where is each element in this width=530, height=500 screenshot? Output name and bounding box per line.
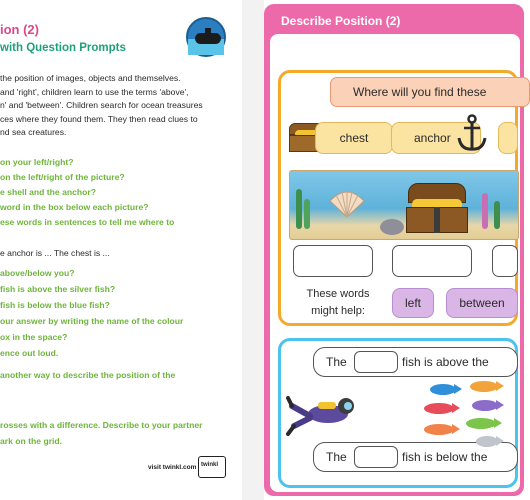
answer-box-3[interactable] [492,245,518,277]
fish-icon [466,418,496,429]
twinkl-logo-text: twinkl [201,462,219,468]
diver-icon [288,384,358,440]
page-subtitle: with Question Prompts [0,42,126,54]
word-tile-anchor: anchor [391,122,481,154]
question-prompt: above/below you? [0,268,75,278]
sentence-start: The [326,450,347,464]
ocean-scene-picture [289,170,519,240]
help-text: These words might help: [306,288,370,317]
intro-line: nd sea creatures. [0,127,67,137]
colour-blank-below[interactable] [354,446,398,468]
question-banner: Where will you find these [330,77,530,107]
intro-line: ces where they found them. They then read clues to [0,113,198,124]
treasure-chest-icon [406,183,468,233]
question-prompt: ese words in sentences to tell me where to [0,217,175,227]
help-word-left: left [392,288,434,318]
fish-icon [424,424,454,435]
question-prompt: e shell and the anchor? [0,187,96,197]
answer-box-2[interactable] [392,245,472,277]
fish-icon [430,384,456,395]
worksheet-title: Describe Position (2) [281,14,401,28]
twinkl-logo [198,456,226,478]
question-prompt: fish is above the silver fish? [0,284,116,294]
fish-icon [476,436,498,447]
page-gutter [242,0,264,500]
question-prompt: ence out loud. [0,348,59,358]
sentence-start: The [326,355,347,369]
fish-icon [472,400,498,411]
fish-icon [470,381,498,392]
sentence-frame-above [313,347,518,377]
answer-box-1[interactable] [293,245,373,277]
question-prompt: our answer by writing the name of the colour [0,316,184,326]
sentence-end: fish is below the [402,450,488,464]
question-prompt: rosses with a difference. Describe to your partner [0,420,203,430]
intro-paragraph [0,72,226,140]
left-page [0,0,242,500]
question-prompt: another way to describe the position of the [0,370,176,380]
page-title: ion (2) [0,22,39,37]
question-prompt: ox in the space? [0,332,68,342]
sentence-end: fish is above the [402,355,489,369]
question-prompt: word in the box below each picture? [0,202,149,212]
word-tile-partial [498,122,518,154]
word-tile-chest: chest [315,122,393,154]
fish-icon [424,403,454,414]
question-prompt: on your left/right? [0,157,74,167]
question-prompt: fish is below the blue fish? [0,300,110,310]
intro-line: and 'right', children learn to use the terms 'above', [0,86,189,97]
intro-line: the position of images, objects and themselves. [0,73,181,83]
help-word-between: between [446,288,518,318]
submarine-icon [186,17,226,57]
anchor-icon [455,114,489,154]
intro-line: n' and 'between'. Children search for ocean treasures [0,100,203,110]
question-prompt: on the left/right of the picture? [0,172,125,182]
question-prompt: ark on the grid. [0,436,63,446]
colour-blank-above[interactable] [354,351,398,373]
shell-icon [328,189,366,219]
example-sentence: e anchor is ... The chest is ... [0,248,110,258]
footer-url[interactable]: visit twinkl.com [148,464,197,471]
